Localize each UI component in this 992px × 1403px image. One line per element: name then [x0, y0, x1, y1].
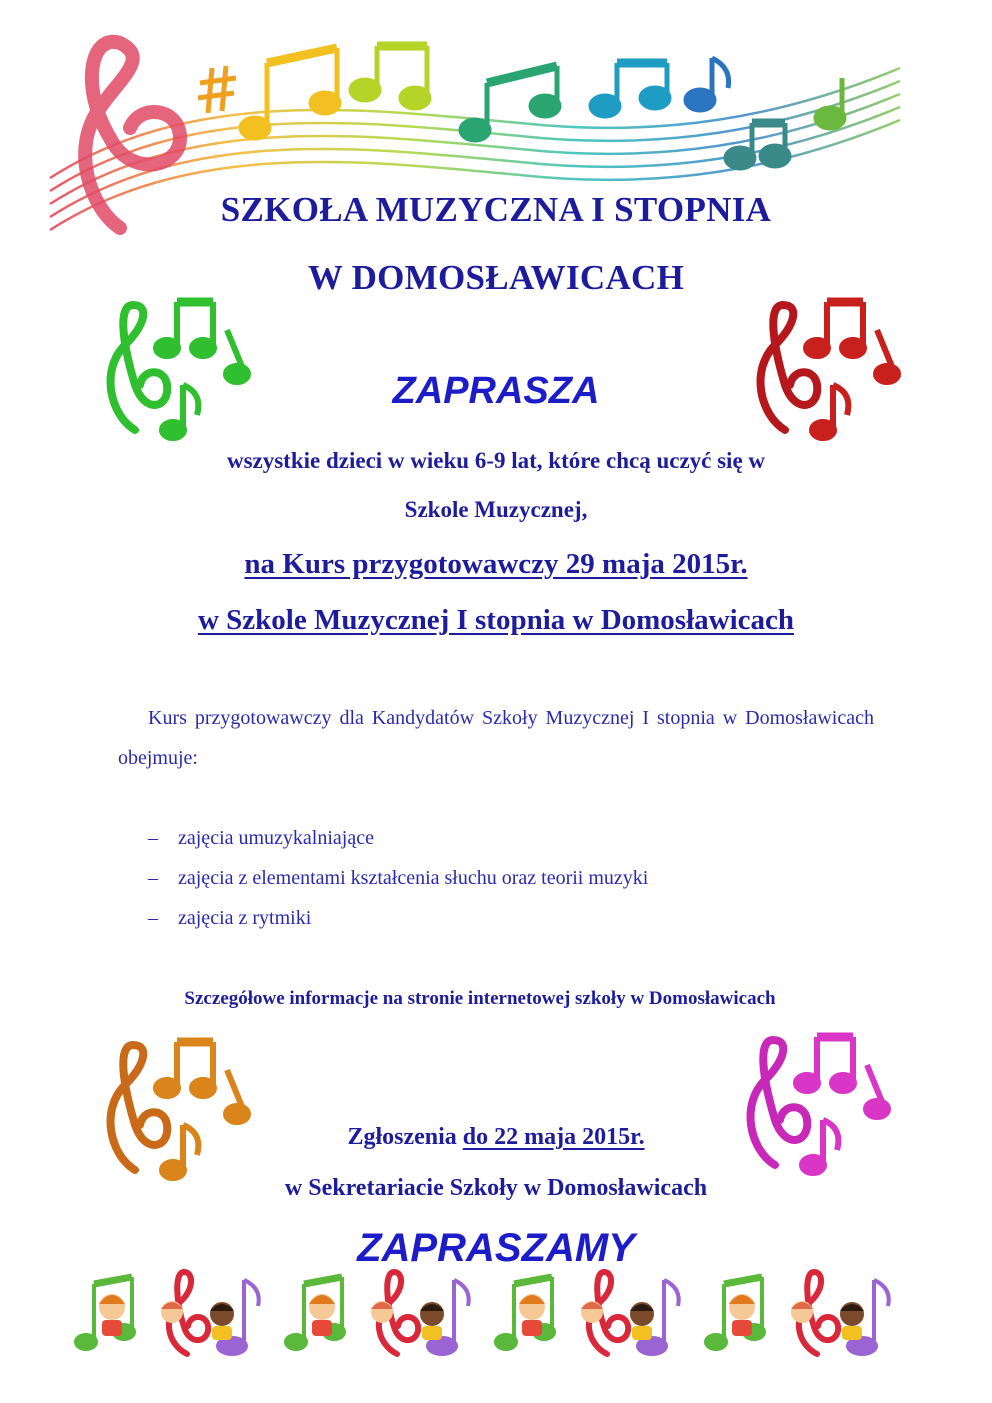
list-item: – zajęcia umuzykalniające	[148, 827, 374, 849]
course-location-text: w Szkole Muzycznej I stopnia w Domosławicach	[197, 604, 795, 636]
registration-line	[0, 1124, 992, 1151]
decorative-kids-notes-border	[72, 1262, 912, 1362]
registration-deadline: do 22 maja 2015r.	[462, 1124, 645, 1150]
closing-heading: ZAPRASZAMY	[357, 1226, 635, 1270]
page-title-line2: W DOMOSŁAWICACH	[307, 258, 685, 297]
invite-heading: ZAPRASZA	[392, 370, 600, 412]
registration-prefix: Zgłoszenia	[347, 1124, 463, 1150]
orange-music-notes-icon	[95, 1030, 255, 1190]
course-items-list	[148, 818, 648, 938]
info-line: Szczegółowe informacje na stronie internetowej szkoły w Domosławicach	[184, 988, 776, 1009]
invite-line-2: Szkole Muzycznej,	[404, 497, 588, 522]
music-staff-banner	[40, 28, 920, 278]
page-title-line1: SZKOŁA MUZYCZNA I STOPNIA	[220, 190, 772, 229]
course-description	[118, 698, 874, 778]
list-item: – zajęcia z rytmiki	[148, 907, 312, 929]
list-item: – zajęcia z elementami kształcenia słuchu oraz teorii muzyki	[148, 867, 649, 889]
course-description-text: Kurs przygotowawczy dla Kandydatów Szkoły Muzycznej I stopnia w Domosławicach obejmuje:	[118, 707, 874, 769]
magenta-music-notes-icon	[735, 1025, 895, 1185]
course-location-line	[0, 604, 992, 637]
course-date-text: na Kurs przygotowawczy 29 maja 2015r.	[244, 548, 748, 580]
invite-line-1: wszystkie dzieci w wieku 6-9 lat, które chcą uczyć się w	[226, 448, 766, 473]
course-date-line	[0, 548, 992, 581]
registration-place: w Sekretariacie Szkoły w Domosławicach	[284, 1175, 708, 1201]
